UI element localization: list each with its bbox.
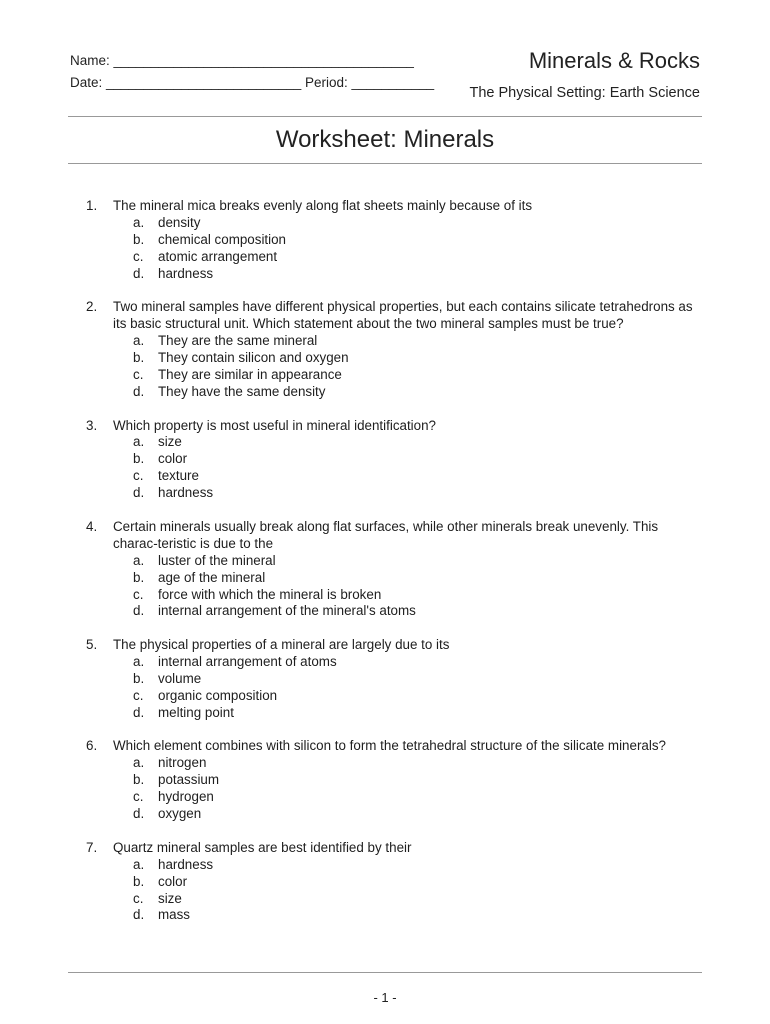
title-divider [68,163,702,164]
answer-option [86,671,706,688]
question-number: 3. [86,417,98,433]
answer-option [86,384,706,401]
question-number: 2. [86,299,98,315]
question-text: Quartz mineral samples are best identified by their [113,839,412,855]
question-text: Which element combines with silicon to form the tetrahedral structure of the silicate minerals? [113,738,666,754]
question-text: The mineral mica breaks evenly along flat sheets mainly because of its [113,198,533,213]
option-letter: b. [133,772,145,788]
option-letter: c. [133,687,144,703]
option-letter: c. [133,789,144,805]
question-stem [86,418,706,435]
answer-option [86,232,706,249]
question-stem [86,198,706,215]
question-number: 7. [86,839,98,855]
option-text: hardness [158,265,214,281]
worksheet-title: Worksheet: Minerals [275,126,495,153]
option-text: melting point [158,704,234,720]
answer-option [86,570,706,587]
option-letter: a. [133,755,145,771]
option-text: They are the same mineral [158,333,318,349]
question-item [86,840,706,925]
option-letter: a. [133,654,145,670]
option-text: volume [158,670,202,686]
option-text: mass [158,907,190,923]
question-text: Two mineral samples have different physical properties, but each contains silicate tetrahedrons as its basic structural unit. Which statement about the two mineral samples must be true? [113,299,693,332]
answer-option [86,468,706,485]
question-stem [86,840,706,857]
question-text: The physical properties of a mineral are largely due to its [113,637,450,653]
question-text: Certain minerals usually break along flat surfaces, while other minerals break unevenly. This charac-teristic is due to the [113,518,659,551]
option-letter: a. [133,552,145,568]
question-stem [86,519,706,553]
question-item [86,637,706,722]
answer-option [86,755,706,772]
question-number: 1. [86,198,98,213]
option-text: size [158,434,182,450]
answer-option [86,654,706,671]
option-text: internal arrangement of the mineral's atoms [158,603,416,619]
option-letter: c. [133,366,144,382]
option-letter: a. [133,434,145,450]
question-stem [86,738,706,755]
option-text: age of the mineral [158,569,266,585]
option-text: hydrogen [158,789,214,805]
question-number: 4. [86,518,98,534]
option-letter: c. [133,890,144,906]
answer-option [86,215,706,232]
question-stem [86,637,706,654]
question-list [86,198,706,941]
option-text: oxygen [158,806,202,822]
option-letter: a. [133,214,145,230]
answer-option [86,333,706,350]
option-letter: b. [133,451,145,467]
option-letter: d. [133,265,145,281]
option-letter: b. [133,231,145,247]
page-number: - 1 - [373,990,397,1005]
answer-option [86,603,706,620]
answer-option [86,249,706,266]
option-letter: a. [133,333,145,349]
answer-option [86,485,706,502]
answer-option [86,907,706,924]
answer-option [86,891,706,908]
option-letter: a. [133,856,145,872]
option-text: force with which the mineral is broken [158,586,382,602]
answer-option [86,266,706,283]
option-letter: c. [133,586,144,602]
top-divider [68,116,702,117]
option-letter: d. [133,806,145,822]
question-number: 6. [86,738,98,754]
answer-option [86,772,706,789]
answer-option [86,688,706,705]
option-text: density [158,214,201,230]
option-text: organic composition [158,687,278,703]
question-stem [86,299,706,333]
answer-option [86,367,706,384]
option-text: color [158,873,188,889]
option-letter: c. [133,468,144,484]
answer-option [86,874,706,891]
option-text: They are similar in appearance [158,366,342,382]
answer-option [86,587,706,604]
question-item [86,418,706,503]
question-text: Which property is most useful in mineral identification? [113,417,437,433]
option-text: atomic arrangement [158,248,278,264]
option-text: chemical composition [158,231,287,247]
question-item [86,519,706,620]
option-text: size [158,890,182,906]
course-title: Minerals & Rocks [528,48,700,73]
option-letter: b. [133,670,145,686]
option-letter: d. [133,704,145,720]
answer-option [86,451,706,468]
question-item [86,198,706,283]
course-subtitle: The Physical Setting: Earth Science [469,85,700,101]
question-number: 5. [86,637,98,653]
date-period-line: Date: __________________________ Period: ___________ [70,75,435,90]
option-text: They have the same density [158,383,326,399]
option-text: potassium [158,772,220,788]
option-text: texture [158,468,199,484]
answer-option [86,806,706,823]
option-letter: b. [133,873,145,889]
option-text: They contain silicon and oxygen [158,350,349,366]
answer-option [86,350,706,367]
option-text: color [158,451,188,467]
option-text: hardness [158,856,214,872]
option-letter: d. [133,383,145,399]
course-header [469,46,700,104]
answer-option [86,789,706,806]
footer-divider [68,972,702,973]
option-letter: b. [133,569,145,585]
option-text: internal arrangement of atoms [158,654,337,670]
option-text: luster of the mineral [158,552,276,568]
answer-option [86,434,706,451]
question-item [86,299,706,400]
option-letter: b. [133,350,145,366]
answer-option [86,553,706,570]
student-info-block [70,50,434,94]
option-letter: c. [133,248,144,264]
question-item [86,738,706,823]
option-text: hardness [158,485,214,501]
name-line: Name: ________________________________________ [70,53,414,68]
option-letter: d. [133,603,145,619]
option-letter: d. [133,907,145,923]
answer-option [86,857,706,874]
answer-option [86,705,706,722]
option-text: nitrogen [158,755,207,771]
option-letter: d. [133,485,145,501]
